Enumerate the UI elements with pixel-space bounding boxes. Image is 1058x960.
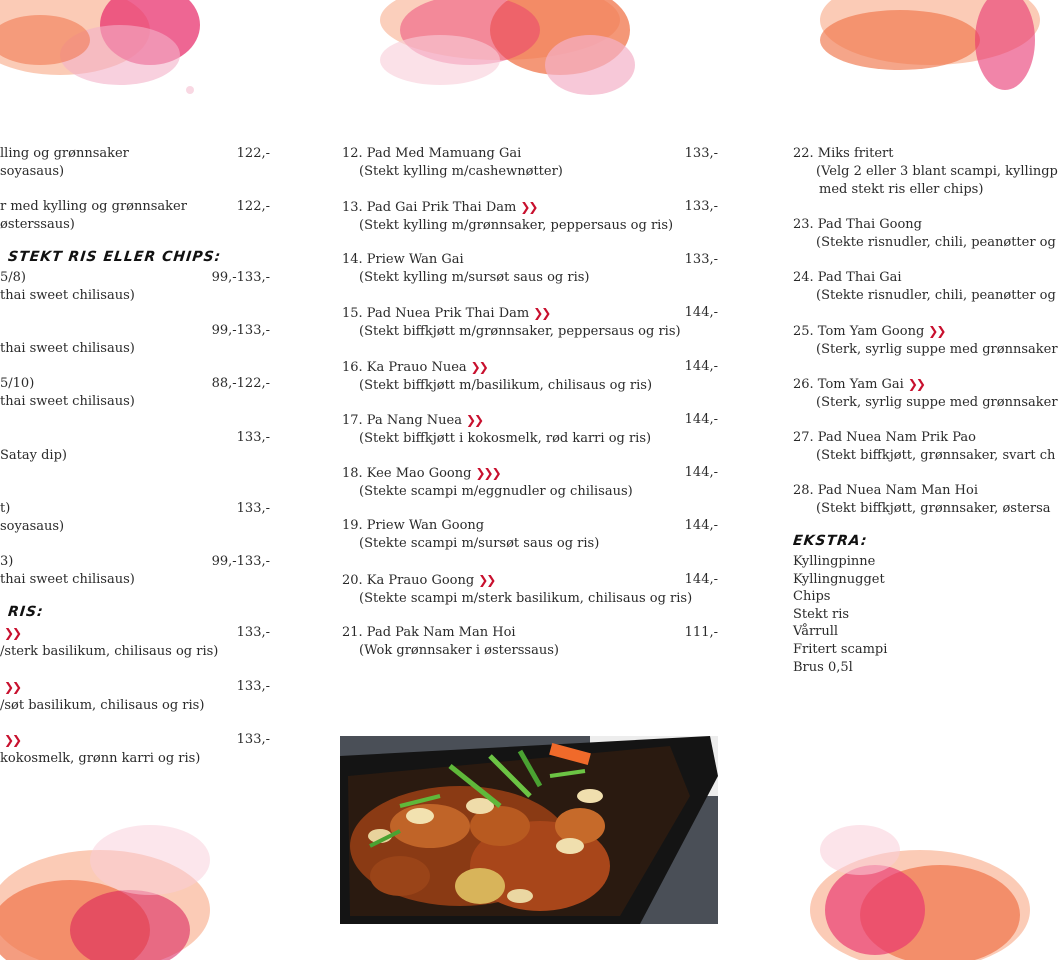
item-name: 14. Priew Wan Gai <box>342 252 464 267</box>
extra-item: Chips <box>793 589 831 605</box>
menu-item <box>342 517 718 553</box>
menu-item <box>342 304 718 341</box>
item-name: 3) <box>0 554 14 569</box>
item-name: 26. Tom Yam Gai ❯❯ <box>793 377 924 392</box>
item-desc: soyasaus) <box>0 519 65 534</box>
item-name: 12. Pad Med Mamuang Gai <box>342 146 522 161</box>
item-price: 99,-133,- <box>211 323 270 338</box>
menu-item <box>0 375 270 411</box>
item-desc: (Sterk, syrlig suppe med grønnsaker <box>816 395 1058 410</box>
menu-item <box>342 198 718 235</box>
item-desc: /sterk basilikum, chilisaus og ris) <box>0 644 219 659</box>
item-desc: thai sweet chilisaus) <box>0 288 135 303</box>
menu-item <box>342 358 718 395</box>
item-price: 111,- <box>684 625 718 640</box>
chili-icon: ❯❯ <box>466 413 483 427</box>
extra-item: Brus 0,5l <box>793 659 853 675</box>
menu-item <box>0 198 270 234</box>
item-price: 133,- <box>236 430 270 445</box>
item-name: 19. Priew Wan Goong <box>342 518 485 533</box>
item-price: 133,- <box>236 625 270 640</box>
item-price: 144,- <box>684 572 718 587</box>
item-price: 133,- <box>236 679 270 694</box>
item-name: r med kylling og grønnsaker <box>0 199 187 214</box>
item-desc: (Stekt kylling m/grønnsaker, peppersaus og ris) <box>359 218 674 233</box>
item-price: 99,-133,- <box>211 554 270 569</box>
item-name: 20. Ka Prauo Goong ❯❯ <box>342 573 495 588</box>
item-name: 28. Pad Nuea Nam Man Hoi <box>793 483 978 498</box>
item-name <box>0 429 270 447</box>
menu-column-right <box>792 0 1058 960</box>
menu-item <box>793 322 1058 359</box>
item-price: 144,- <box>684 359 718 374</box>
item-desc: (Stekt biffkjøtt m/grønnsaker, peppersaus og ris) <box>359 324 681 339</box>
menu-item <box>342 464 718 501</box>
item-desc: med stekt ris eller chips) <box>819 182 984 197</box>
menu-item <box>793 482 1051 518</box>
menu-item <box>793 216 1056 252</box>
menu-item <box>0 500 270 536</box>
item-name <box>0 678 270 697</box>
item-desc: thai sweet chilisaus) <box>0 341 135 356</box>
item-desc: kokosmelk, grønn karri og ris) <box>0 751 201 766</box>
item-name: 16. Ka Prauo Nuea ❯❯ <box>342 360 487 375</box>
chili-icon: ❯❯ <box>907 377 924 391</box>
extra-item: Vårrull <box>793 624 839 640</box>
menu-item <box>0 553 270 589</box>
item-desc: (Stekt biffkjøtt, grønnsaker, østersa <box>816 501 1051 516</box>
item-desc: (Velg 2 eller 3 blant scampi, kyllingp <box>816 164 1058 179</box>
item-desc: (Stekt biffkjøtt m/basilikum, chilisaus og ris) <box>359 378 653 393</box>
menu-item <box>0 322 270 358</box>
extra-item: Kyllingnugget <box>793 571 885 587</box>
item-name: 13. Pad Gai Prik Thai Dam ❯❯ <box>342 200 537 215</box>
item-desc: (Stekt kylling m/sursøt saus og ris) <box>359 270 590 285</box>
food-photo <box>340 736 718 924</box>
item-desc: (Stekt biffkjøtt i kokosmelk, rød karri og ris) <box>359 431 652 446</box>
item-name <box>0 731 270 750</box>
item-name: 22. Miks fritert <box>793 146 894 161</box>
menu-item <box>342 624 718 660</box>
item-desc: (Stekte scampi m/eggnudler og chilisaus) <box>359 484 633 499</box>
item-desc: (Sterk, syrlig suppe med grønnsaker <box>816 342 1058 357</box>
chili-icon: ❯❯ <box>928 324 945 338</box>
chili-icon: ❯❯ <box>470 360 487 374</box>
section-heading-rice: RIS: <box>7 604 45 620</box>
item-price: 133,- <box>236 732 270 747</box>
item-name: 25. Tom Yam Goong ❯❯ <box>793 324 945 339</box>
menu-item <box>0 678 270 715</box>
item-desc: (Stekte scampi m/sursøt saus og ris) <box>359 536 600 551</box>
chili-icon: ❯❯ <box>478 573 495 587</box>
item-desc: Satay dip) <box>0 448 67 463</box>
menu-item <box>793 375 1058 412</box>
menu-item <box>0 429 270 465</box>
menu-item <box>342 411 718 448</box>
menu-item <box>793 429 1055 465</box>
section-heading-rice-chips: STEKT RIS ELLER CHIPS: <box>7 249 223 265</box>
item-desc: (Wok grønnsaker i østerssaus) <box>359 643 559 658</box>
item-price: 133,- <box>684 146 718 161</box>
item-name <box>0 624 270 643</box>
item-desc: soyasaus) <box>0 164 65 179</box>
item-price: 144,- <box>684 465 718 480</box>
chili-icon: ❯❯ <box>4 733 21 747</box>
item-price: 144,- <box>684 412 718 427</box>
menu-item <box>342 251 718 287</box>
menu-item <box>342 145 718 181</box>
item-desc: (Stekte scampi m/sterk basilikum, chilisaus og ris) <box>359 591 693 606</box>
menu-item <box>793 269 1056 305</box>
item-name: 5/8) <box>0 270 26 285</box>
item-name: 23. Pad Thai Goong <box>793 217 922 232</box>
item-desc: (Stekte risnudler, chili, peanøtter og <box>816 288 1056 303</box>
item-price: 133,- <box>684 252 718 267</box>
item-name: 5/10) <box>0 376 35 391</box>
item-name: 24. Pad Thai Gai <box>793 270 902 285</box>
section-heading-extra: EKSTRA: <box>792 533 869 549</box>
extra-list <box>793 553 887 676</box>
extra-item: Kyllingpinne <box>793 554 876 569</box>
chili-icon: ❯❯ <box>520 200 537 214</box>
item-name: 18. Kee Mao Goong ❯❯❯ <box>342 466 500 481</box>
item-desc: thai sweet chilisaus) <box>0 572 135 587</box>
item-desc: østerssaus) <box>0 217 75 232</box>
item-name: 27. Pad Nuea Nam Prik Pao <box>793 430 976 445</box>
item-price: 122,- <box>236 146 270 161</box>
menu-item <box>0 624 270 661</box>
item-price: 99,-133,- <box>211 270 270 285</box>
item-price: 122,- <box>236 199 270 214</box>
item-name: 17. Pa Nang Nuea ❯❯ <box>342 413 483 428</box>
item-name: 21. Pad Pak Nam Man Hoi <box>342 625 516 640</box>
menu-item <box>0 731 270 768</box>
chili-icon: ❯❯ <box>4 626 21 640</box>
item-desc: /søt basilikum, chilisaus og ris) <box>0 698 205 713</box>
item-price: 88,-122,- <box>211 376 270 391</box>
item-desc: (Stekt kylling m/cashewnøtter) <box>359 164 563 179</box>
item-desc: (Stekt biffkjøtt, grønnsaker, svart ch <box>816 448 1056 463</box>
item-price: 133,- <box>236 501 270 516</box>
chili-icon: ❯❯ <box>4 680 21 694</box>
menu-item <box>793 145 1058 199</box>
menu-item <box>342 571 718 608</box>
chili-icon: ❯❯ <box>533 306 550 320</box>
chili-icon: ❯❯❯ <box>475 466 500 480</box>
item-name: lling og grønnsaker <box>0 146 129 161</box>
item-name: t) <box>0 501 11 516</box>
item-desc: (Stekte risnudler, chili, peanøtter og <box>816 235 1056 250</box>
item-price: 133,- <box>684 199 718 214</box>
menu-column-left <box>0 0 280 960</box>
extra-item: Stekt ris <box>793 606 850 622</box>
menu-item <box>0 269 270 305</box>
extra-item: Fritert scampi <box>793 641 888 657</box>
item-desc: thai sweet chilisaus) <box>0 394 135 409</box>
item-price: 144,- <box>684 518 718 533</box>
menu-item <box>0 145 270 181</box>
item-name: 15. Pad Nuea Prik Thai Dam ❯❯ <box>342 306 550 321</box>
item-price: 144,- <box>684 305 718 320</box>
